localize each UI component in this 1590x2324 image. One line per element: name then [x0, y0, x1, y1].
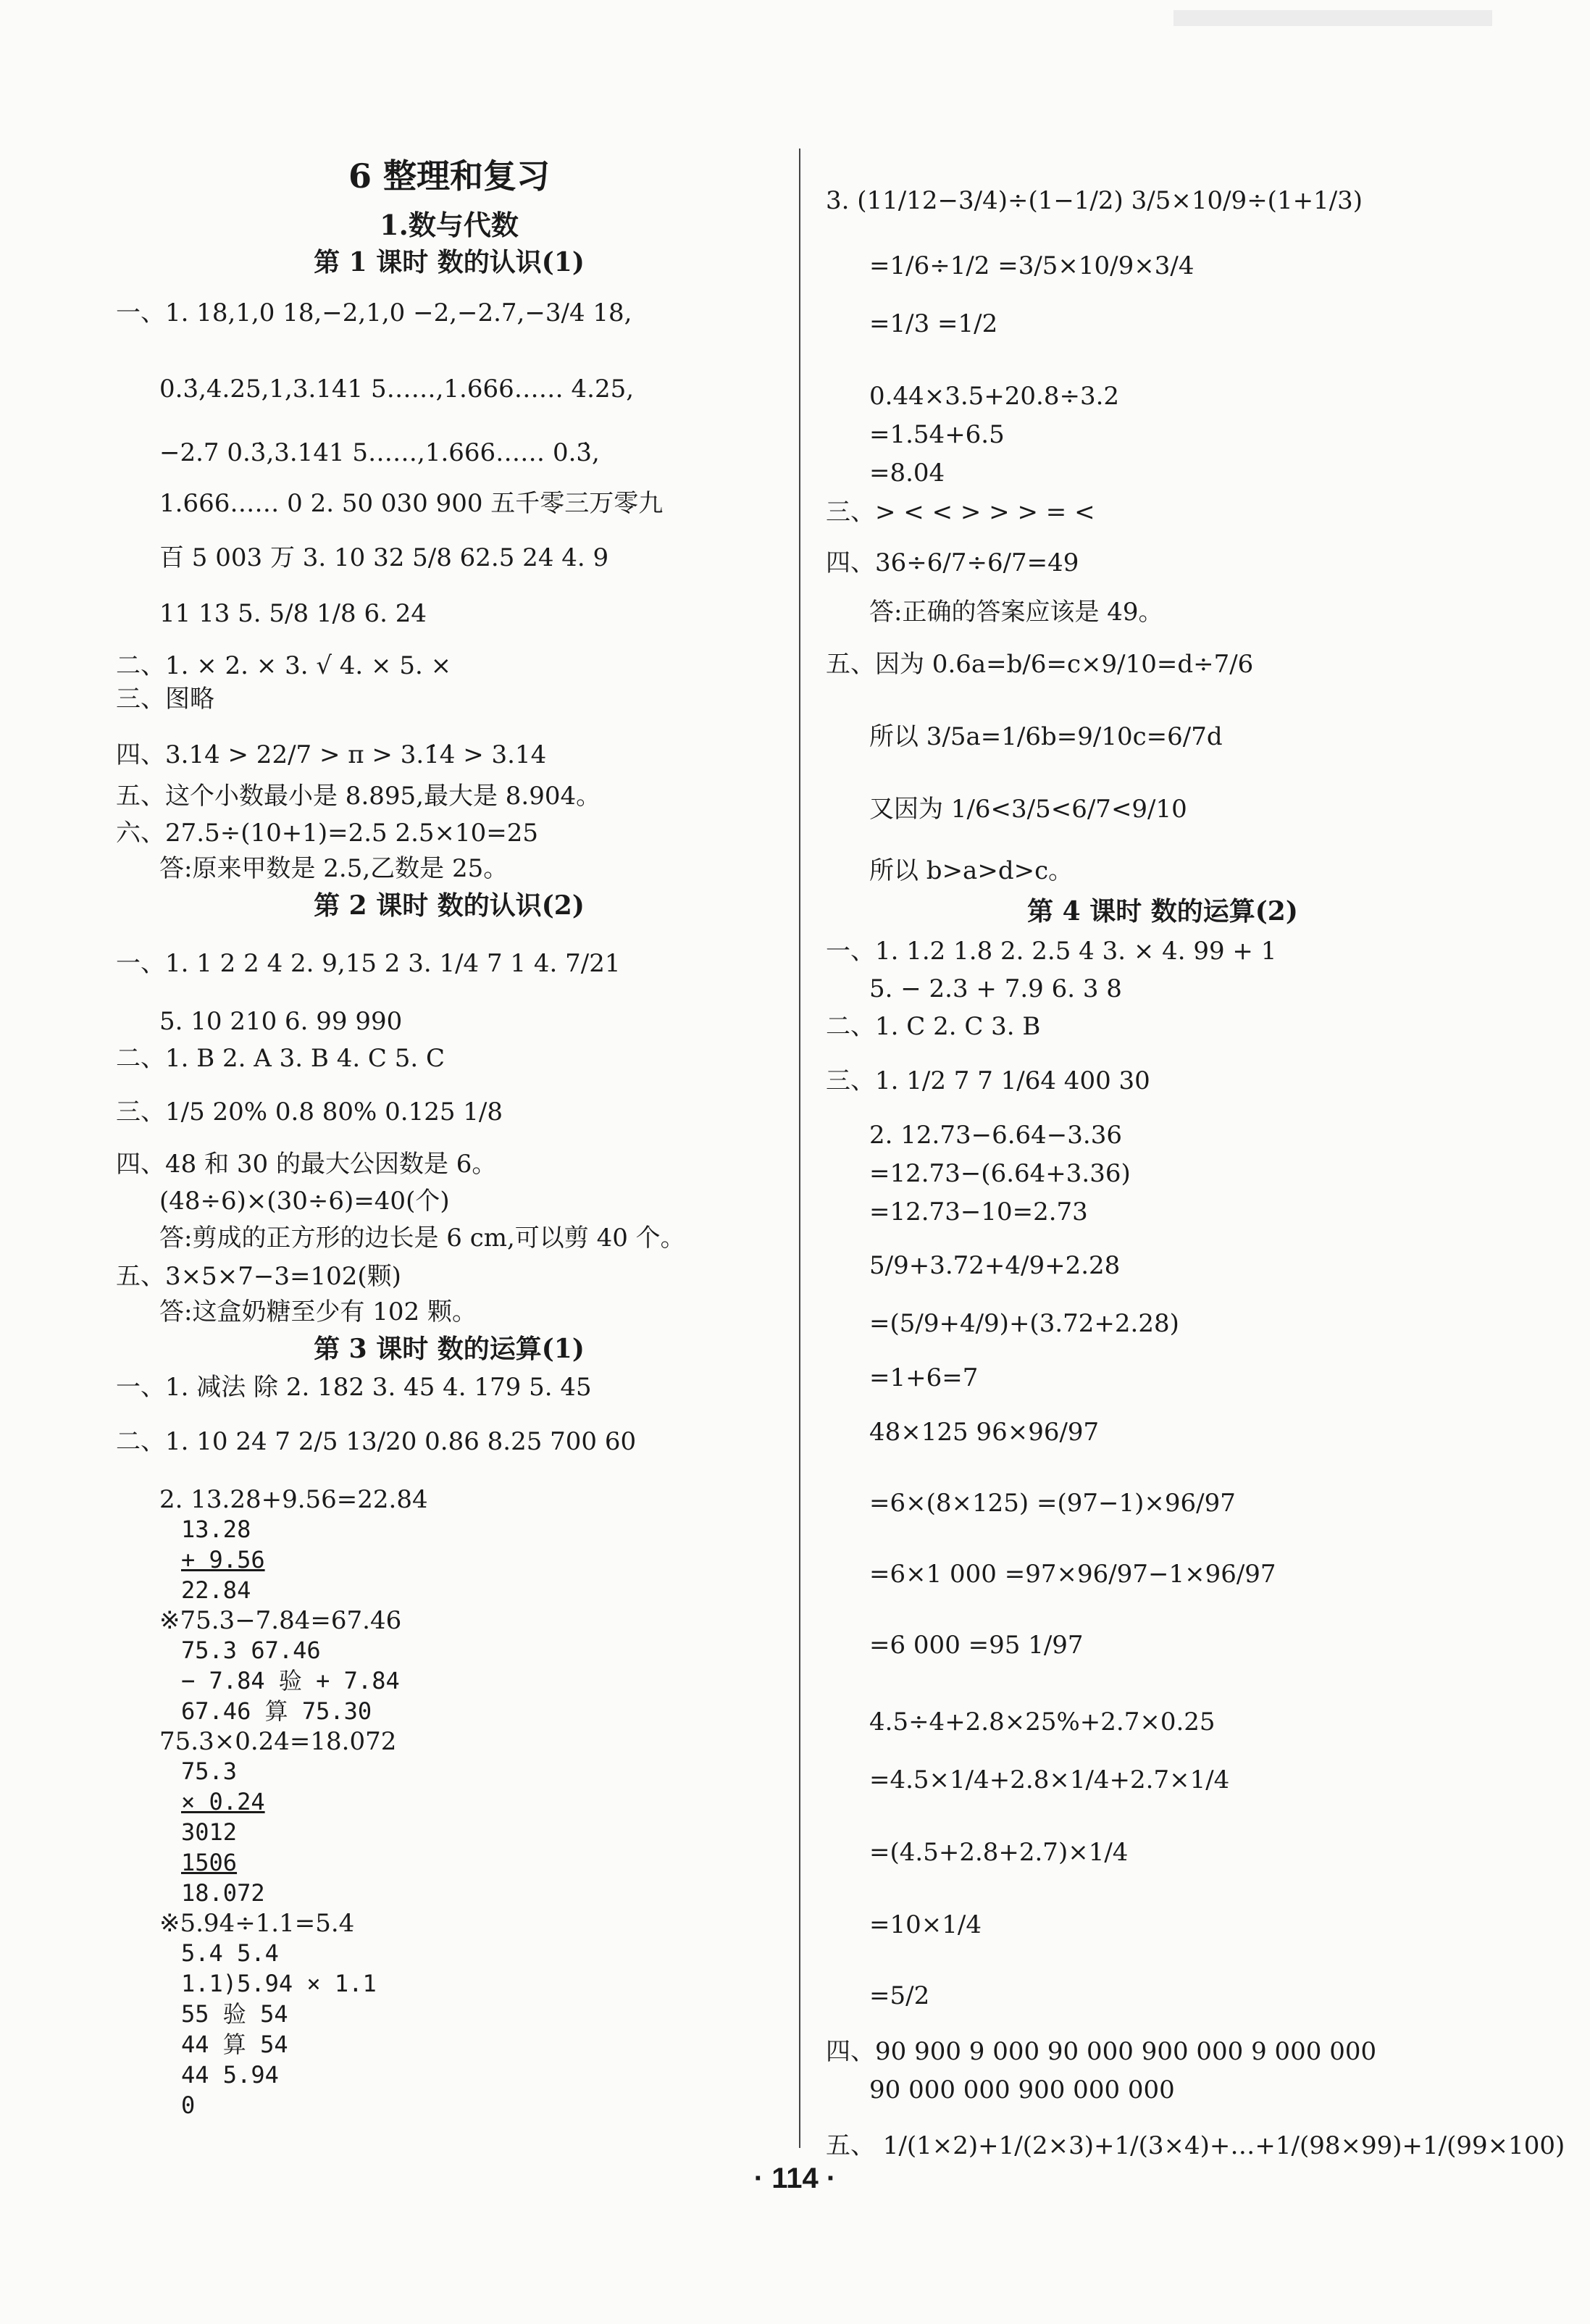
left-line: 六、27.5÷(10+1)=2.5 2.5×10=25: [116, 819, 539, 848]
left-line: 6 整理和复习: [348, 156, 551, 196]
right-line: 90 000 000 900 000 000: [869, 2076, 1175, 2104]
left-line: 答:这盒奶糖至少有 102 颗。: [159, 1297, 477, 1326]
left-line: 二、1. 10 24 7 2/5 13/20 0.86 8.25 700 60: [116, 1427, 637, 1456]
left-line: × 0.24: [181, 1788, 265, 1815]
left-line: 44 5.94: [181, 2061, 279, 2089]
right-line: =6×(8×125) =(97−1)×96/97: [869, 1489, 1236, 1518]
right-line: 五、 1/(1×2)+1/(2×3)+1/(3×4)+…+1/(98×99)+1/(99×100): [826, 2131, 1565, 2160]
right-line: 所以 b>a>d>c。: [869, 856, 1074, 885]
left-line: 第 1 课时 数的认识(1): [314, 247, 585, 277]
right-line: =1/6÷1/2 =3/5×10/9×3/4: [869, 251, 1194, 280]
left-line: 13.28: [181, 1516, 251, 1543]
left-line: 75.3: [181, 1757, 238, 1785]
left-line: 二、1. B 2. A 3. B 4. C 5. C: [116, 1044, 445, 1073]
left-line: 3012: [181, 1818, 238, 1846]
left-line: −2.7 0.3̇,3.141 5……,1.666…… 0.3̇,: [159, 438, 600, 467]
left-line: 三、图略: [116, 685, 214, 714]
right-line: =12.73−10=2.73: [869, 1197, 1088, 1226]
right-line: =1/3 =1/2: [869, 309, 998, 338]
left-line: 5.4 5.4: [181, 1939, 279, 1967]
right-line: =12.73−(6.64+3.36): [869, 1159, 1131, 1188]
right-line: 一、1. 1.2 1.8 2. 2.5 4 3. × 4. 99 + 1: [826, 937, 1277, 966]
left-line: 1.数与代数: [380, 209, 519, 241]
left-line: 11 13 5. 5/8 1/8 6. 24: [159, 599, 427, 628]
left-line: 22.84: [181, 1576, 251, 1604]
left-line: ※75.3−7.84=67.46: [159, 1606, 402, 1635]
left-line: 一、1. 18,1,0 18,−2,1,0 −2,−2.7,−3/4 18,: [116, 298, 632, 327]
left-line: 0: [181, 2091, 196, 2119]
left-line: 五、这个小数最小是 8.895,最大是 8.904。: [116, 782, 601, 811]
left-line: 1.666…… 0 2. 50 030 900 五千零三万零九: [159, 489, 664, 518]
left-line: 三、1/5 20% 0.8 80% 0.125 1/8: [116, 1098, 503, 1127]
right-line: =6 000 =95 1/97: [869, 1631, 1084, 1660]
left-line: 5. 10 210 6. 99 990: [159, 1007, 403, 1036]
column-divider: [799, 149, 800, 2148]
right-line: =5/2: [869, 1981, 930, 2010]
right-line: =8.04: [869, 459, 945, 488]
right-line: 又因为 1/6<3/5<6/7<9/10: [869, 795, 1187, 824]
right-line: 二、1. C 2. C 3. B: [826, 1012, 1041, 1041]
right-line: 四、36÷6/7÷6/7=49: [826, 548, 1079, 577]
right-line: 五、因为 0.6a=b/6=c×9/10=d÷7/6: [826, 650, 1254, 679]
left-line: 第 2 课时 数的认识(2): [314, 890, 585, 921]
left-line: 44 算 54: [181, 2031, 288, 2058]
left-line: 1506: [181, 1849, 238, 1876]
right-line: =(5/9+4/9)+(3.72+2.28): [869, 1309, 1179, 1338]
right-line: =1+6=7: [869, 1363, 979, 1392]
right-line: =6×1 000 =97×96/97−1×96/97: [869, 1560, 1276, 1589]
left-line: 75.3×0.24=18.072: [159, 1727, 397, 1756]
top-bleed-through: [1173, 10, 1492, 26]
left-line: 四、3.14̇ > 22/7 > π > 3.1̇4̇ > 3.14: [116, 740, 547, 769]
right-line: 答:正确的答案应该是 49。: [869, 598, 1163, 627]
right-line: 第 4 课时 数的运算(2): [1027, 896, 1298, 927]
left-line: 18.072: [181, 1879, 265, 1907]
left-line: 二、1. × 2. × 3. √ 4. × 5. ×: [116, 651, 452, 680]
right-line: =1.54+6.5: [869, 420, 1005, 449]
right-line: =10×1/4: [869, 1910, 982, 1939]
left-line: 答:原来甲数是 2.5,乙数是 25。: [159, 854, 509, 883]
right-line: 3. (11/12−3/4)÷(1−1/2) 3/5×10/9÷(1+1/3): [826, 186, 1363, 215]
left-line: 百 5 003 万 3. 10 32 5/8 62.5 24 4. 9: [159, 543, 609, 572]
right-line: =(4.5+2.8+2.7)×1/4: [869, 1838, 1129, 1867]
right-line: 5/9+3.72+4/9+2.28: [869, 1251, 1121, 1280]
left-line: 67.46 算 75.30: [181, 1697, 372, 1725]
left-line: ※5.94÷1.1=5.4: [159, 1909, 355, 1938]
right-line: 5. − 2.3 + 7.9 6. 3 8: [869, 974, 1122, 1003]
left-line: 答:剪成的正方形的边长是 6 cm,可以剪 40 个。: [159, 1224, 685, 1253]
right-line: 0.44×3.5+20.8÷3.2: [869, 382, 1120, 411]
right-line: 2. 12.73−6.64−3.36: [869, 1121, 1122, 1150]
page-number: · 114 ·: [753, 2162, 837, 2194]
right-line: 三、> < < > > > = <: [826, 498, 1095, 527]
left-line: 一、1. 1 2 2 4 2. 9,15 2 3. 1/4 7 1 4. 7/21: [116, 949, 621, 978]
left-line: (48÷6)×(30÷6)=40(个): [159, 1187, 450, 1216]
left-line: 75.3 67.46: [181, 1637, 321, 1664]
left-line: 四、48 和 30 的最大公因数是 6。: [116, 1150, 497, 1179]
left-line: 第 3 课时 数的运算(1): [314, 1334, 585, 1364]
right-line: 4.5÷4+2.8×25%+2.7×0.25: [869, 1708, 1215, 1736]
right-line: 48×125 96×96/97: [869, 1418, 1100, 1447]
left-line: 55 验 54: [181, 2000, 288, 2028]
left-line: 1.1)5.94 × 1.1: [181, 1970, 377, 1997]
right-line: =4.5×1/4+2.8×1/4+2.7×1/4: [869, 1765, 1230, 1794]
left-line: 2. 13.28+9.56=22.84: [159, 1485, 428, 1514]
left-line: 一、1. 减法 除 2. 182 3. 45 4. 179 5. 45: [116, 1373, 592, 1402]
left-line: 0.3̇,4.25,1,3.141 5……,1.666…… 4.25,: [159, 375, 635, 404]
right-line: 三、1. 1/2 7 7 1/64 400 30: [826, 1066, 1150, 1095]
left-line: 五、3×5×7−3=102(颗): [116, 1262, 401, 1291]
left-line: − 7.84 验 + 7.84: [181, 1667, 400, 1694]
right-line: 所以 3/5a=1/6b=9/10c=6/7d: [869, 722, 1223, 751]
right-line: 四、90 900 9 000 90 000 900 000 9 000 000: [826, 2037, 1377, 2066]
left-line: + 9.56: [181, 1546, 265, 1573]
